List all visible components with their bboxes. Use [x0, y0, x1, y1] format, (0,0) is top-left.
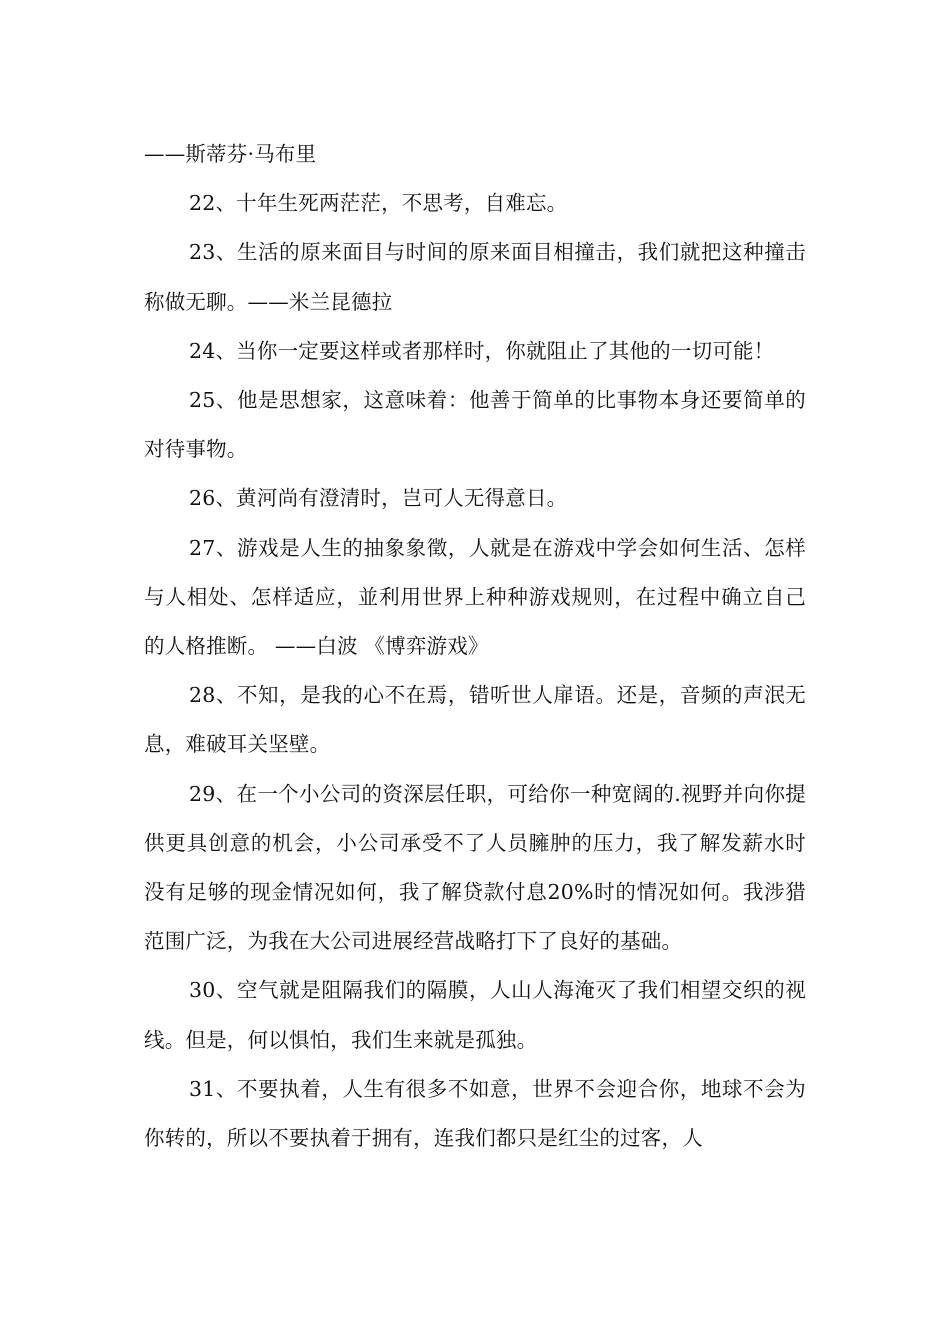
paragraph-27: 27、游戏是人生的抽象象徵，人就是在游戏中学会如何生活、怎样与人相处、怎样适应，並利用世界上种种游戏规则，在过程中确立自己的人格推断。 ——白波 《博弈游戏》 [144, 535, 806, 659]
paragraph-28: 28、不知，是我的心不在焉，错听世人扉语。还是，音频的声泯无息，难破耳关坚壁。 [144, 683, 806, 757]
paragraph-23: 23、生活的原来面目与时间的原来面目相撞击，我们就把这种撞击称做无聊。——米兰昆德拉 [144, 240, 806, 314]
paragraph-25: 25、他是思想家，这意味着：他善于简单的比事物本身还要简单的对待事物。 [144, 388, 806, 462]
paragraph-30: 30、空气就是阻隔我们的隔膜，人山人海淹灭了我们相望交织的视线。但是，何以惧怕，我们生来就是孤独。 [144, 978, 806, 1052]
paragraph-26: 26、黄河尚有澄清时，岂可人无得意日。 [189, 486, 568, 511]
paragraph-24: 24、当你一定要这样或者那样时，你就阻止了其他的一切可能！ [189, 338, 775, 363]
paragraph-22: 22、十年生死两茫茫，不思考，自难忘。 [189, 191, 568, 216]
document-body [144, 130, 806, 1163]
paragraph-attribution: ——斯蒂芬·马布里 [144, 142, 317, 166]
paragraph-29: 29、在一个小公司的资深层任职，可给你一种宽阔的.视野并向你提供更具创意的机会，小公司承受不了人员臃肿的压力，我了解发薪水时没有足够的现金情况如何，我了解贷款付息20%时的情况如何。我涉猎范围广泛，为我在大公司进展经营战略打下了良好的基础。 [144, 781, 806, 954]
paragraph-31: 31、不要执着，人生有很多不如意，世界不会迎合你，地球不会为你转的，所以不要执着于拥有，连我们都只是红尘的过客，人 [144, 1076, 806, 1151]
